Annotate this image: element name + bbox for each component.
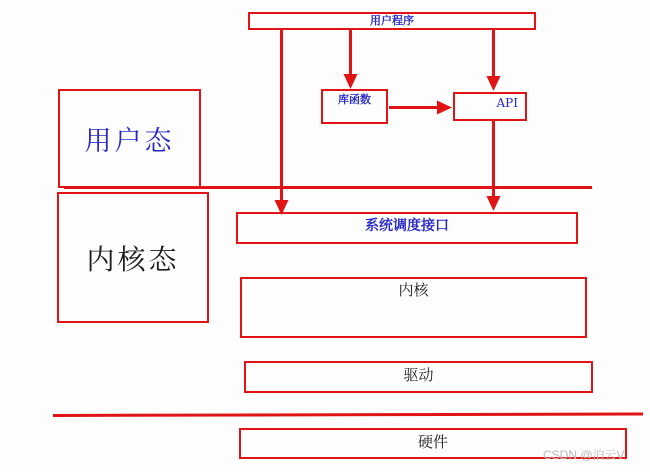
node-driver-label: 驱动: [403, 366, 434, 384]
node-driver: [244, 361, 593, 393]
watermark: CSDN @泊云V: [543, 448, 625, 462]
node-kernel-label: 内核: [398, 281, 429, 299]
arrow-libfunc-to-api-icon: [389, 101, 452, 115]
node-user-mode-label: 用户态: [84, 126, 175, 157]
arrow-userprogram-to-libfunc-icon: [344, 30, 358, 89]
node-kernel-mode: [57, 192, 209, 323]
node-user-program-label: 用户程序: [370, 14, 414, 27]
node-library-functions: [321, 89, 388, 124]
arrow-userprogram-to-syscall-icon: [275, 30, 289, 215]
arrow-userprogram-to-api-icon: [487, 30, 501, 91]
node-syscall-interface-label: 系统调度接口: [365, 218, 449, 234]
divider-kernel-hardware: [53, 414, 643, 416]
node-api-label: API: [496, 96, 518, 110]
node-user-program: [248, 12, 536, 30]
arrow-api-to-syscall-icon: [487, 121, 501, 211]
node-hardware-label: 硬件: [417, 433, 448, 451]
node-user-mode: [58, 89, 201, 188]
node-api: [453, 92, 527, 121]
node-kernel: [240, 277, 587, 338]
node-syscall-interface: [236, 212, 578, 244]
node-kernel-mode-label: 内核态: [86, 242, 180, 276]
node-library-functions-label: 库函数: [338, 93, 371, 106]
